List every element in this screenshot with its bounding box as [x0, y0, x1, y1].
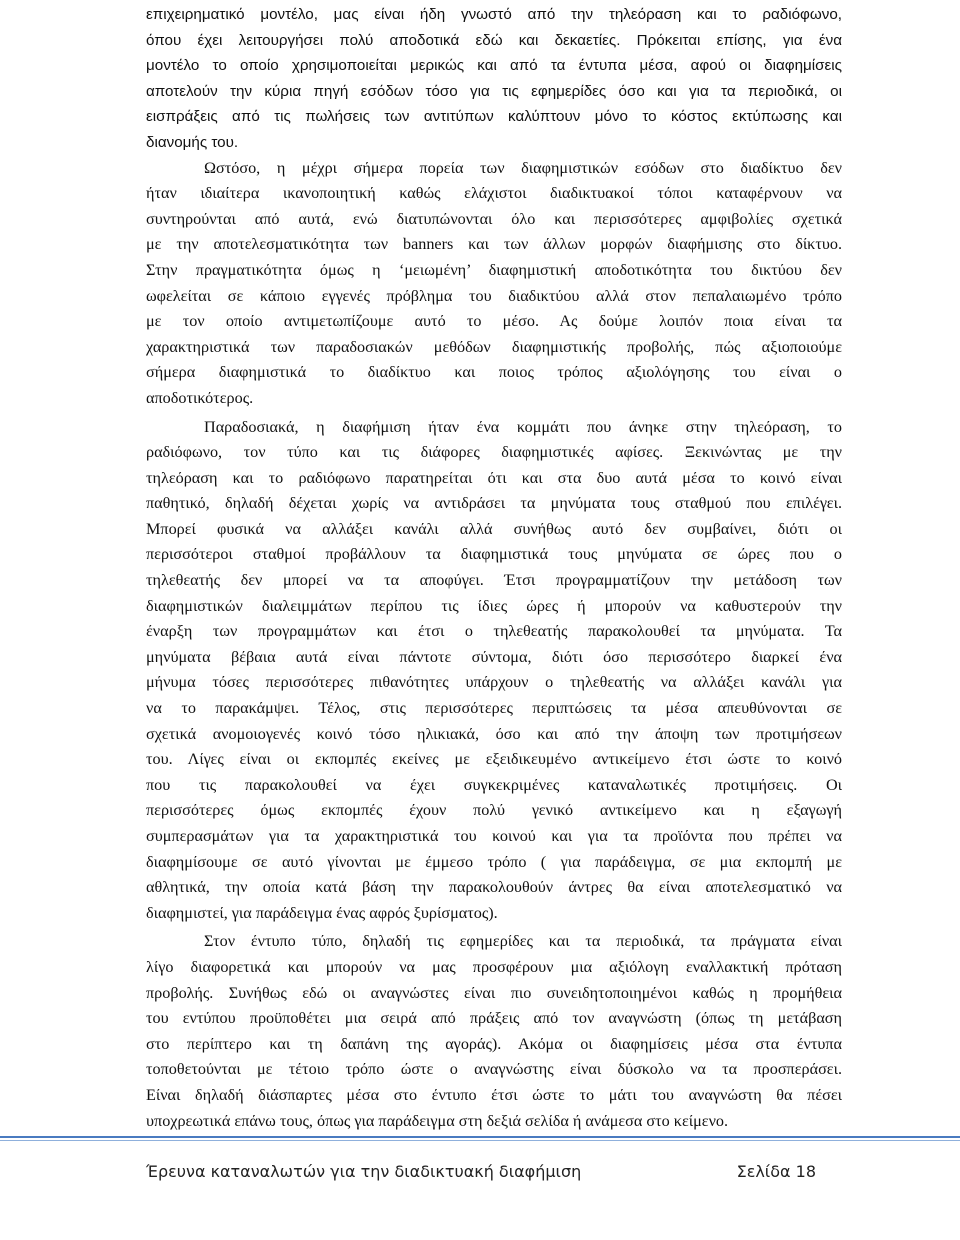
text-line: εισπράξεις από τις πωλήσεις των αντιτύπων καλύπτουν μόνο το κόστος εκτύπωσης και	[146, 108, 842, 126]
text-line: Ωστόσο, η μέχρι σήμερα πορεία των διαφημιστικών εσόδων στο διαδίκτυο δεν	[204, 158, 842, 177]
page-number: Σελίδα 18	[736, 1162, 816, 1181]
paragraph	[146, 415, 842, 927]
document-body	[146, 0, 842, 1134]
text-line: συμπερασμάτων για τα χαρακτηριστικά του κοινού και για τα προϊόντα που πρέπει να	[146, 827, 842, 845]
text-line: τηλεόραση και το ραδιόφωνο παρατηρείται ότι και στα δυο αυτά μέσα το κοινό είναι	[146, 468, 842, 487]
text-line: αποδοτικότερος.	[146, 388, 254, 407]
text-line: διαφημιστικών διαλειμμάτων περίπου τις ίδιες ώρες ή μπορούν να καθυστερούν την	[146, 596, 842, 615]
text-line: έναρξη των προγραμμάτων και έτσι ο τηλεθεατής παρακολουθεί τα μηνύματα. Τα	[146, 622, 842, 641]
text-line: περισσότεροι σταθμοί προβάλλουν τα διαφημιστικά τους μηνύματα σε ώρες που ο	[146, 545, 842, 564]
text-line: όπου έχει λειτουργήσει πολύ αποδοτικά εδώ και δεκαετίες. Πρόκειται επίσης, για ένα	[146, 31, 842, 49]
text-line: του εντύπου προϋποθέτει μια σειρά από πράξεις από τον αναγνώστη (όπως τη μετάβαση	[146, 1009, 842, 1028]
text-line: σχετικά ανομοιογενές κοινό τόσο ηλικιακά, όσο και από την άποψη των προτιμήσεων	[146, 724, 842, 743]
text-line: Είναι δηλαδή διάσπαρτες μέσα στο έντυπο έτσι ώστε το μάτι του αναγνώστη θα πέσει	[146, 1085, 842, 1104]
footer-title: Έρευνα καταναλωτών για την διαδικτυακή διαφήμιση	[146, 1162, 582, 1181]
text-line: διαφημιστεί, για παράδειγμα ένας αφρός ξυρίσματος).	[146, 903, 498, 922]
text-line: συντηρούνται από αυτά, ενώ διατυπώνονται όλο και περισσότερες αμφιβολίες σχετικά	[146, 209, 842, 228]
paragraph	[146, 2, 842, 156]
text-line: αποτελούν την κύρια πηγή εσόδων τόσο για τις εφημερίδες όσο και για τα περιοδικά, οι	[146, 82, 842, 100]
paragraph	[146, 929, 842, 1134]
text-line: παθητικό, δηλαδή δέχεται χωρίς να αντιδράσει τα μηνύματα τους σταθμού που επιλέγει.	[146, 494, 842, 513]
text-line: Μπορεί φυσικά να αλλάξει κανάλι αλλά συνήθως αυτό δεν συμβαίνει, διότι οι	[146, 519, 842, 538]
text-line: να το παρακάμψει. Τέλος, στις περισσότερες περιπτώσεις τα μέσα απευθύνονται σε	[146, 699, 842, 718]
page-footer	[146, 1162, 816, 1181]
text-line: διαφημίσουμε σε αυτό γίνονται με έμμεσο τρόπο ( για παράδειγμα, σε μια εκπομπή με	[146, 852, 842, 871]
text-line: λίγο διαφορετικά και μπορούν να μας προσφέρουν μια αξιόλογη εναλλακτική πρόταση	[146, 957, 842, 976]
text-line: διανομής του.	[146, 133, 239, 151]
text-line: μήνυμα τόσες περισσότερες πιθανότητες υπάρχουν ο τηλεθεατής να αλλάξει κανάλι για	[146, 673, 842, 692]
text-line: Παραδοσιακά, η διαφήμιση ήταν ένα κομμάτι που άνηκε στην τηλεόραση, το	[204, 417, 842, 436]
text-line: μηνύματα βέβαια αυτά είναι πάντοτε σύντομα, διότι όσο περισσότερο διαρκεί ένα	[146, 647, 842, 666]
text-line: περισσότερες όμως εκπομπές έχουν πολύ γενικό αντικείμενο και η εξαγωγή	[146, 801, 842, 820]
text-line: προβολής. Συνήθως εδώ οι αναγνώστες είναι πιο συνειδητοποιημένοι καθώς η προμήθεια	[146, 983, 842, 1002]
text-line: μοντέλο το οποίο χρησιμοποιείται μερικώς και από τα έντυπα μέσα, αφού οι διαφημίσεις	[146, 57, 842, 75]
paragraph	[146, 156, 842, 412]
text-line: με την αποτελεσματικότητα των banners και των άλλων μορφών διαφήμισης στο δίκτυο.	[146, 235, 842, 254]
text-line: Στον έντυπο τύπο, δηλαδή τις εφημερίδες και τα περιοδικά, τα πράγματα είναι	[204, 932, 842, 951]
text-line: του. Λίγες είναι οι εκπομπές εκείνες με εξειδικευμένο αντικείμενο έτσι ώστε το κοινό	[146, 750, 842, 769]
text-line: αθλητικά, την οποία κατά βάση την παρακολουθούν άντρες θα είναι αποτελεσματικό να	[146, 878, 842, 897]
text-line: ωφελείται σε κάποιο εγγενές πρόβλημα του διαδικτύου αλλά στον πεπαλαιωμένο τρόπο	[146, 286, 842, 305]
text-line: ραδιόφωνο, τον τύπο και τις διάφορες διαφημιστικές αφίσες. Ξεκινώντας με την	[146, 443, 842, 462]
text-line: τηλεθεατής δεν μπορεί να τα αποφύγει. Έτσι προγραμματίζουν την μετάδοση των	[146, 571, 842, 590]
text-line: με τον οποίο αντιμετωπίζουμε αυτό το μέσο. Ας δούμε λοιπόν ποια είναι τα	[146, 312, 842, 331]
text-line: επιχειρηματικό μοντέλο, μας είναι ήδη γνωστό από την τηλεόραση και το ραδιόφωνο,	[146, 6, 842, 23]
text-line: υποχρεωτικά επάνω τους, όπως για παράδειγμα στη δεξιά σελίδα ή ανάμεσα στο κείμενο.	[146, 1111, 729, 1130]
text-line: στο περίπτερο και τη δαπάνη της αγοράς). Ακόμα οι διαφημίσεις μέσα στα έντυπα	[146, 1034, 842, 1053]
text-line: Στην πραγματικότητα όμως η ‘μειωμένη’ διαφημιστική αποδοτικότητα του δικτύου δεν	[146, 260, 842, 279]
footer-divider-thin	[0, 1140, 960, 1141]
text-line: ήταν ιδιαίτερα ικανοποιητική καθώς ελάχιστοι διαδικτυακοί τόποι καταφέρνουν να	[146, 184, 842, 203]
text-line: χαρακτηριστικά των παραδοσιακών μεθόδων διαφημιστικής προβολής, πώς αξιοποιούμε	[146, 337, 842, 356]
text-line: τοποθετούνται με τέτοιο τρόπο ώστε ο αναγνώστης είναι δύσκολο να τα προσπεράσει.	[146, 1060, 842, 1079]
text-line: που τις παρακολουθεί να έχει συγκεκριμένες καταναλωτικές προτιμήσεις. Οι	[146, 775, 842, 794]
footer-divider	[0, 1136, 960, 1138]
text-line: σήμερα διαφημιστικά το διαδίκτυο και ποιος τρόπος αξιολόγησης του είναι ο	[146, 363, 842, 382]
